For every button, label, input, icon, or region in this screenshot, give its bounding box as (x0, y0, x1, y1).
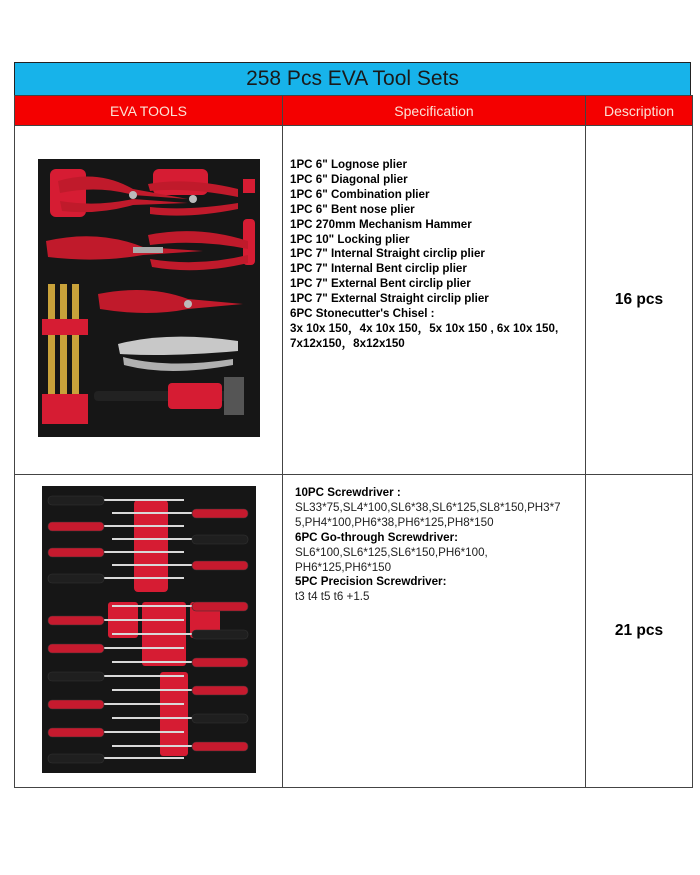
screwdriver-shaft (104, 499, 184, 501)
spec-line: PH6*125,PH6*150 (295, 560, 392, 574)
screwdriver-shaft (112, 605, 192, 607)
spec-list (283, 475, 585, 605)
spec-line: 5,PH4*100,PH6*38,PH6*125,PH8*150 (295, 515, 494, 529)
spec-line: 6PC Stonecutter's Chisel : (290, 307, 435, 321)
screwdriver-shaft (112, 661, 192, 663)
spec-line: 7x12x150，8x12x150 (290, 336, 405, 350)
screwdriver-handle (192, 686, 248, 695)
spec-line: 1PC 6" Bent nose plier (290, 202, 415, 216)
pliers-tray-drawing (38, 159, 260, 437)
tool-image-cell (15, 126, 283, 475)
screwdriver-handle (48, 574, 104, 583)
screwdriver-tray-image (42, 486, 256, 773)
pliers-tray-image (38, 159, 260, 437)
spec-group-heading: 6PC Go-through Screwdriver: (295, 530, 458, 544)
screwdriver-handle (192, 509, 248, 518)
screwdriver-handle (48, 548, 104, 557)
spec-line: 1PC 7" Internal Bent circlip plier (290, 262, 467, 276)
screwdriver-handle (192, 561, 248, 570)
screwdriver-handle (192, 742, 248, 751)
spec-line: 1PC 10" Locking plier (290, 232, 410, 246)
spec-line: SL6*100,SL6*125,SL6*150,PH6*100, (295, 545, 488, 559)
spec-group-heading: 5PC Precision Screwdriver: (295, 575, 447, 589)
screwdriver-handle (192, 658, 248, 667)
spec-line: 1PC 6" Diagonal plier (290, 172, 408, 186)
screwdriver-shaft (104, 703, 184, 705)
screwdriver-shaft (112, 512, 192, 514)
screwdriver-handle (192, 630, 248, 639)
spec-line: SL33*75,SL4*100,SL6*38,SL6*125,SL8*150,PH3*7 (295, 500, 561, 514)
specification-cell (283, 126, 586, 475)
screwdriver-handle (48, 616, 104, 625)
spec-line: 3x 10x 150，4x 10x 150，5x 10x 150 , 6x 10x 150, (290, 321, 559, 335)
spec-line: 1PC 7" External Bent circlip plier (290, 277, 471, 291)
screwdriver-shaft (104, 731, 184, 733)
description-cell: 21 pcs (586, 475, 693, 788)
header-specification: Specification (283, 96, 586, 126)
screwdriver-shaft (104, 619, 184, 621)
sheet-title: 258 Pcs EVA Tool Sets (14, 62, 691, 95)
screwdriver-shaft (104, 757, 184, 759)
spec-list (283, 126, 585, 352)
description-cell: 16 pcs (586, 126, 693, 475)
spec-line: 1PC 7" External Straight circlip plier (290, 292, 489, 306)
screwdriver-shaft (112, 689, 192, 691)
screwdriver-handle (48, 496, 104, 505)
screwdriver-shaft (104, 577, 184, 579)
table-row (15, 126, 693, 475)
screwdriver-handle (48, 672, 104, 681)
screwdriver-handle (48, 700, 104, 709)
header-description: Description (586, 96, 693, 126)
screwdriver-shaft (104, 675, 184, 677)
screwdriver-shaft (112, 538, 192, 540)
screwdriver-shaft (104, 647, 184, 649)
screwdriver-handle (48, 754, 104, 763)
spec-line: 1PC 270mm Mechanism Hammer (290, 217, 472, 231)
spec-group-heading: 10PC Screwdriver : (295, 486, 401, 499)
header-eva-tools: EVA TOOLS (15, 96, 283, 126)
screwdriver-shaft (104, 525, 184, 527)
screwdriver-shaft (112, 633, 192, 635)
screwdriver-handle (48, 728, 104, 737)
spec-line: 1PC 6" Lognose plier (290, 158, 407, 171)
spec-line: t3 t4 t5 t6 +1.5 (295, 590, 370, 604)
header-row (15, 96, 693, 126)
tool-set-sheet (14, 62, 691, 788)
screwdriver-shaft (104, 551, 184, 553)
tool-table (14, 95, 693, 788)
tool-image-cell (15, 475, 283, 788)
screwdriver-handle (192, 714, 248, 723)
screwdriver-handle (192, 535, 248, 544)
screwdriver-shaft (112, 564, 192, 566)
screwdriver-shaft (112, 745, 192, 747)
spec-line: 1PC 7" Internal Straight circlip plier (290, 247, 485, 261)
screwdriver-shaft (112, 717, 192, 719)
screwdriver-handle (192, 602, 248, 611)
spec-line: 1PC 6" Combination plier (290, 187, 430, 201)
screwdriver-tray-drawing (42, 486, 256, 773)
table-row (15, 475, 693, 788)
screwdriver-handle (48, 522, 104, 531)
specification-cell (283, 475, 586, 788)
screwdriver-handle (48, 644, 104, 653)
